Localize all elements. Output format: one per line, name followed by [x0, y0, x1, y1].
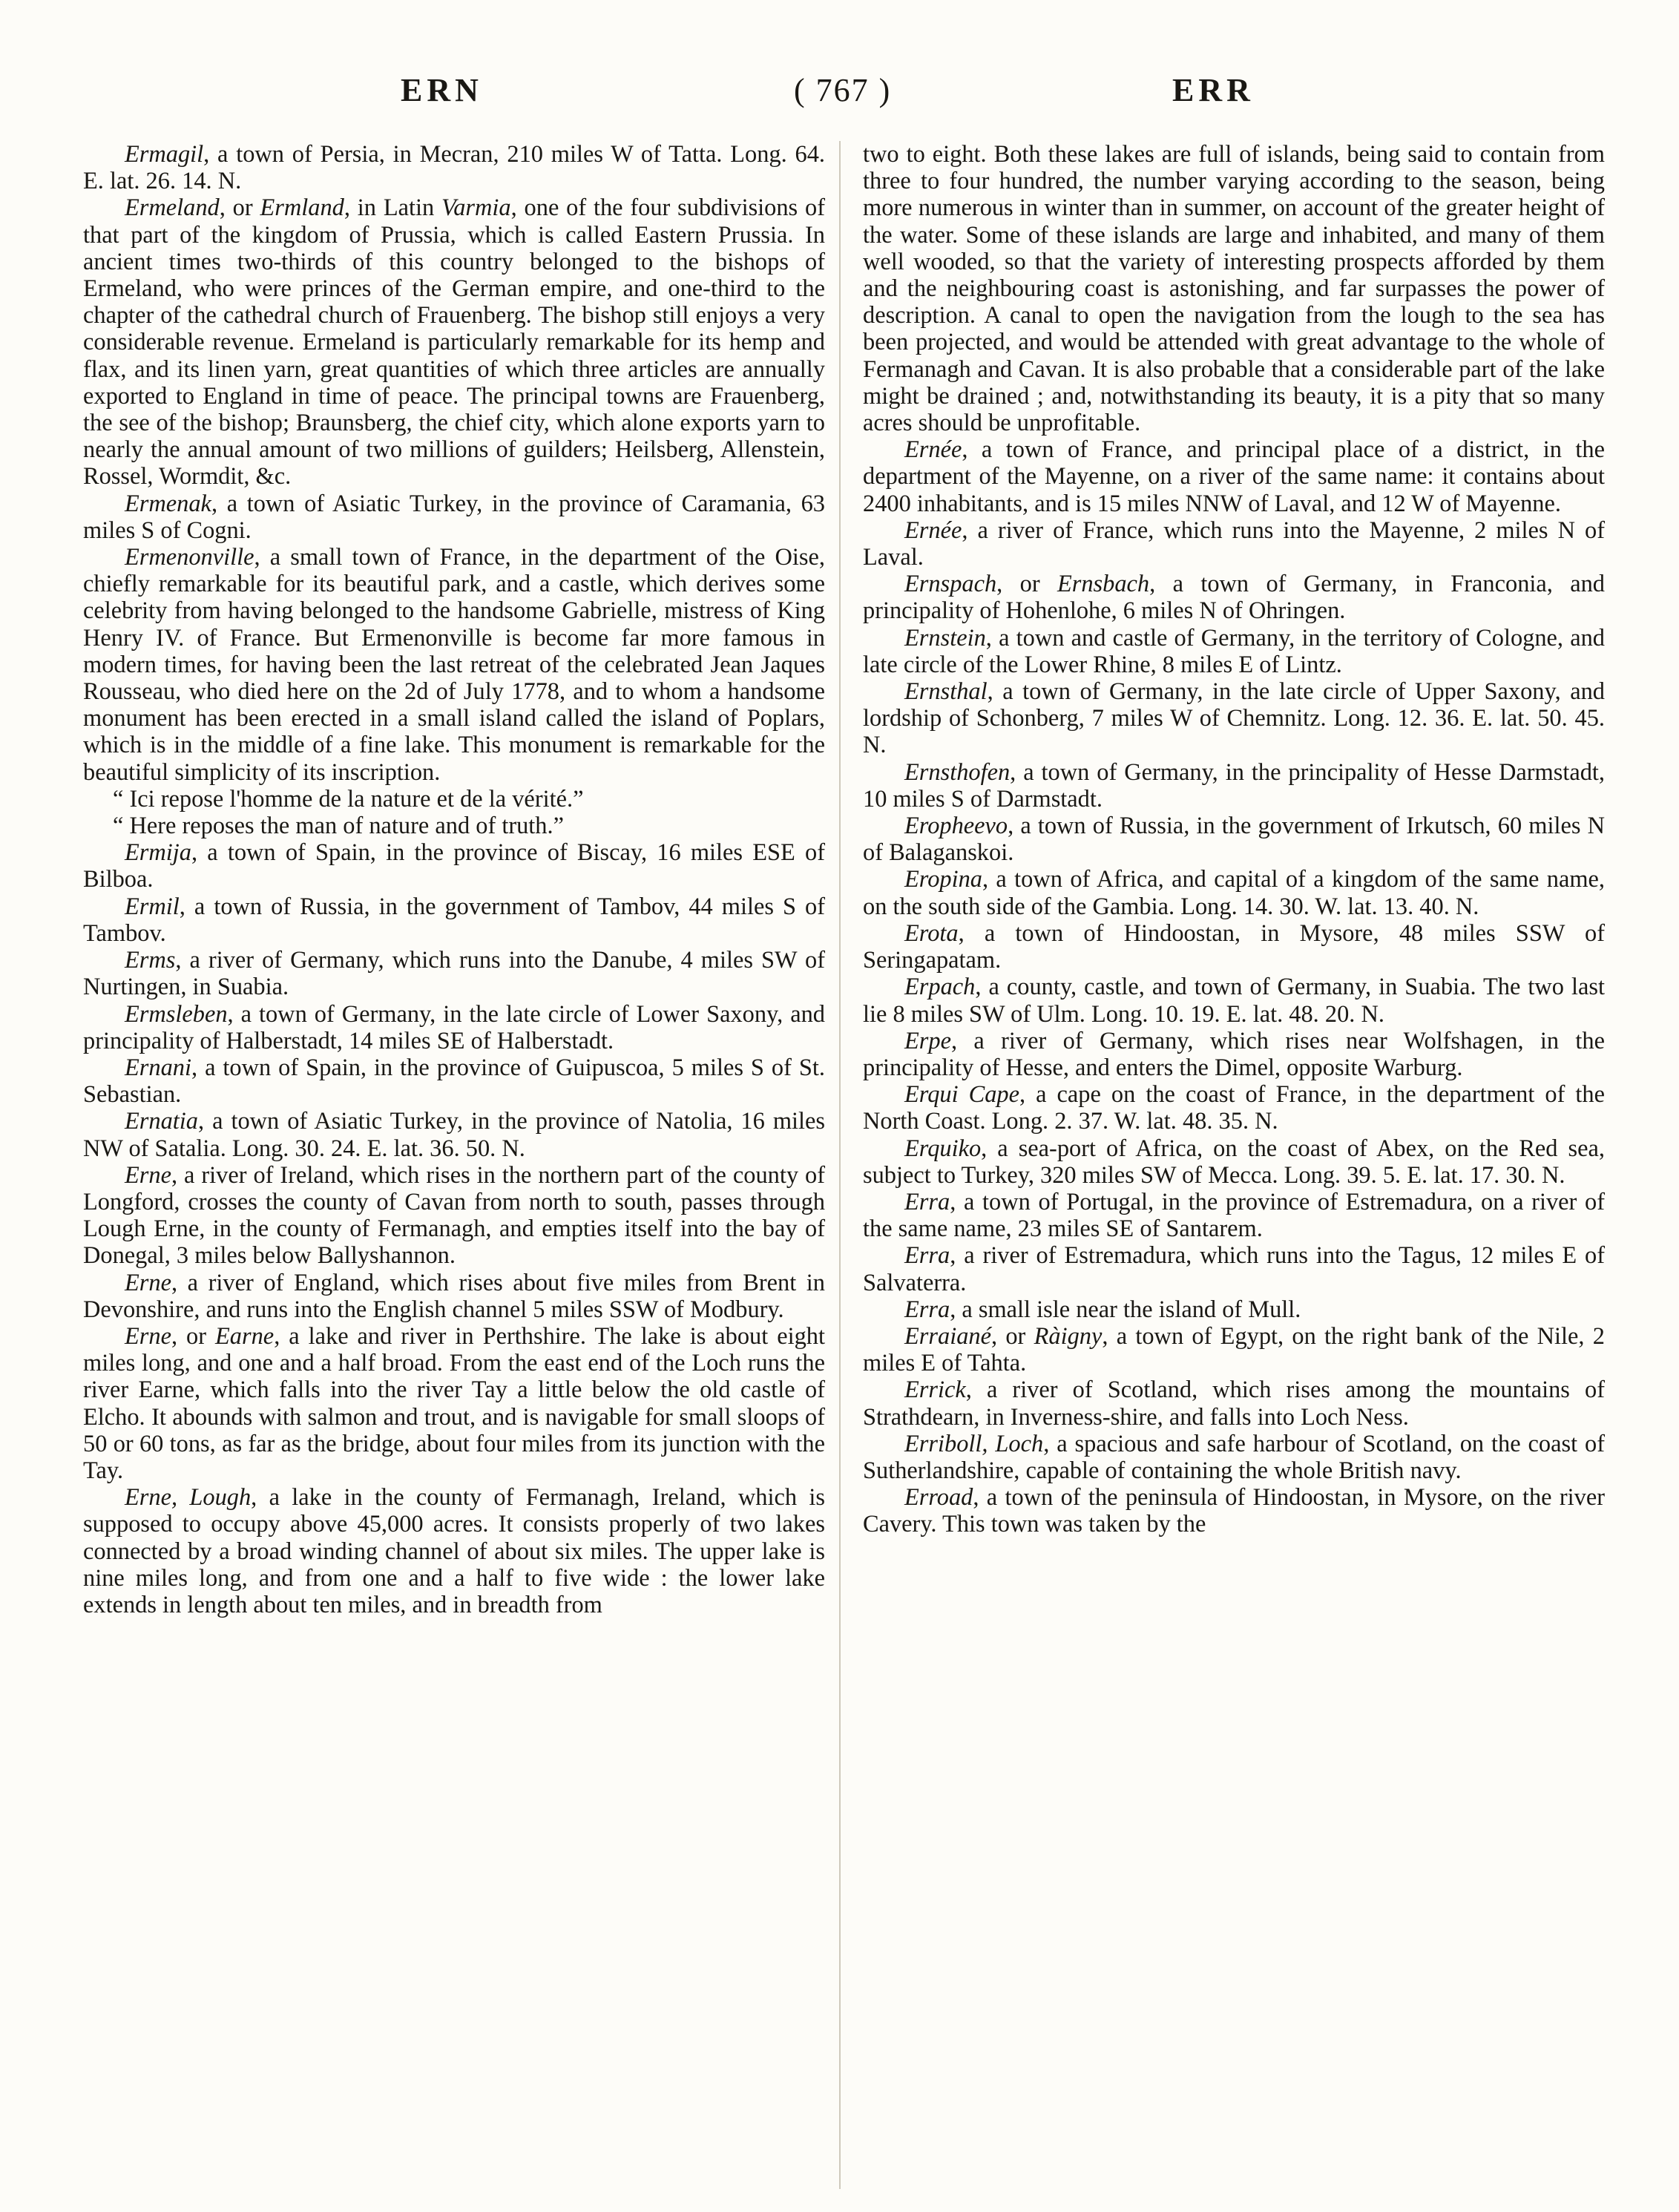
entry-headword: Eropina [904, 866, 982, 893]
gazetteer-entry [863, 1431, 1605, 1484]
entry-text: , a river of Ireland, which rises in the northern part of the county of Longford, crosses the county of Cavan from north to south, passes through Lough Erne, in the county of Fermanagh, and empties itself into the bay of Donegal, 3 miles below Ballyshannon. [83, 1161, 825, 1270]
entry-text: , a spacious and safe harbour of Scotland, on the coast of Sutherlandshire, capable of containing the whole British navy. [863, 1430, 1605, 1484]
gazetteer-entry [83, 490, 825, 544]
column-divider [839, 141, 841, 2189]
entry-text: , a river of England, which rises about five miles from Brent in Devonshire, and runs into the English channel 5 miles SSW of Modbury. [83, 1269, 825, 1323]
entry-text: , or [990, 1322, 1034, 1350]
continued-paragraph [863, 141, 1605, 436]
entry-headword: Ernée [904, 516, 962, 544]
gazetteer-entry [83, 839, 825, 893]
gazetteer-entry [863, 1135, 1605, 1189]
entry-text: , a lake in the county of Fermanagh, Ireland, which is supposed to occupy above 45,000 acres. It consists properly of two lakes connected by a broad winding channel of about six miles. The upper lake is nine miles long, and from one and a half to five wide : the lower lake extends in length about ten miles, and in breadth from [83, 1484, 825, 1618]
entry-text: , a town of Russia, in the government of Tambov, 44 miles S of Tambov. [83, 893, 825, 947]
entry-headword: Ermland [260, 194, 344, 222]
entry-headword: Ernsthal [904, 678, 988, 706]
entry-headword: Eropheevo [904, 813, 1008, 840]
gazetteer-entry [83, 1001, 825, 1054]
entry-text: , a town of Asiatic Turkey, in the province of Natolia, 16 miles NW of Satalia. Long. 30. 24. E. lat. 36. 50. N. [83, 1108, 825, 1162]
entry-headword: Erota [904, 919, 959, 947]
entry-text: , a town and castle of Germany, in the territory of Cologne, and late circle of the Lower Rhine, 8 miles E of Lintz. [863, 624, 1605, 678]
entry-headword: Earne [215, 1322, 275, 1350]
entry-headword: Erroad [904, 1484, 973, 1512]
entry-text: , a cape on the coast of France, in the department of the North Coast. Long. 2. 37. W. lat. 48. 35. N. [863, 1081, 1605, 1135]
gazetteer-entry [863, 436, 1605, 517]
entry-text: , a river of Germany, which rises near Wolfshagen, in the principality of Hesse, and enters the Dimel, opposite Warburg. [863, 1027, 1605, 1081]
entry-headword: Erpach [904, 974, 976, 1001]
entry-headword: Erra [904, 1296, 950, 1323]
entry-text: , a lake and river in Perthshire. The lake is about eight miles long, and one and a half broad. From the east end of the Loch runs the river Earne, which falls into the river Tay a little below the old castle of Elcho. It abounds with salmon and trout, and is navigable for small sloops of 50 or 60 tons, as far as the bridge, about four miles from its junction with the Tay. [83, 1322, 825, 1484]
gazetteer-entry [863, 974, 1605, 1027]
entry-headword: Ermil [125, 893, 180, 920]
entry-headword: Erra [904, 1242, 950, 1270]
entry-headword: Ernée [904, 436, 962, 464]
entry-headword: Erraiané [904, 1322, 991, 1350]
page-number: ( 767 ) [794, 72, 892, 108]
entry-text: , a town of Asiatic Turkey, in the province of Caramania, 63 miles S of Cogni. [83, 490, 825, 544]
entry-headword: Ermagil [125, 141, 204, 168]
gazetteer-entry [83, 1270, 825, 1323]
entry-text: , a river of Scotland, which rises among the mountains of Strathdearn, in Inverness-shire, and falls into Loch Ness. [863, 1376, 1605, 1431]
gazetteer-entry [83, 893, 825, 947]
entry-headword: Ermeland [125, 194, 220, 222]
entry-headword: Erriboll, Loch [904, 1430, 1044, 1457]
entry-text: , a town of Spain, in the province of Biscay, 16 miles ESE of Bilboa. [83, 839, 825, 893]
entry-headword: Erne, Lough [125, 1484, 252, 1512]
entry-headword: Erms [125, 947, 176, 974]
entry-text: , in Latin [344, 194, 442, 222]
gazetteer-entry [863, 920, 1605, 974]
gazetteer-entry [83, 544, 825, 786]
gazetteer-entry [83, 1108, 825, 1161]
entry-headword: Erqui Cape [904, 1081, 1019, 1109]
entry-text: , a town of Egypt, on the right bank of the Nile, 2 miles E of Tahta. [863, 1322, 1605, 1377]
entry-text: , a river of France, which runs into the Mayenne, 2 miles N of Laval. [863, 516, 1605, 571]
entry-text: “ Ici repose l'homme de la nature et de la vérité.” [113, 785, 584, 813]
header-left-guideword: ERN [401, 72, 483, 108]
gazetteer-entry [863, 1028, 1605, 1081]
entry-headword: Errick [904, 1376, 966, 1404]
gazetteer-entry [863, 1484, 1605, 1537]
entry-headword: Ernspach [904, 571, 997, 598]
running-header [111, 71, 1568, 123]
entry-text: , a town of France, and principal place of a district, in the department of the Mayenne, on a river of the same name: it contains about 2400 inhabitants, and is 15 miles NNW of Laval, and 12 W of Mayenne. [863, 436, 1605, 517]
entry-headword: Erne [125, 1322, 171, 1350]
entry-text: , one of the four subdivisions of that part of the kingdom of Prussia, which is called Eastern Prussia. In ancient times two-thirds of this country belonged to the bishops of Ermeland, who were princes of the German empire, and one-third to the chapter of the cathedral church of Frauenberg. The bishop still enjoys a very considerable revenue. Ermeland is particularly remarkable for its hemp and flax, and its linen yarn, great quantities of which three articles are annually exported to England in time of peace. The principal towns are Frauenberg, the see of the bishop; Braunsberg, the chief city, which alone exports yarn to nearly the annual amount of two millions of guilders; Heilsberg, Allenstein, Rossel, Wormdit, &c. [83, 194, 825, 490]
entry-text: , or [219, 194, 260, 222]
entry-text: , a small town of France, in the department of the Oise, chiefly remarkable for its beautiful park, and a castle, which derives some celebrity from having belonged to the handsome Gabrielle, mistress of King Henry IV. of France. But Ermenonville is become far more famous in modern times, for having been the last retreat of the celebrated Jean Jaques Rousseau, who died here on the 2d of July 1778, and to whom a handsome monument has been erected in a small island called the island of Poplars, which is in the middle of a fine lake. This monument is remarkable for the beautiful simplicity of its inscription. [83, 544, 825, 786]
entry-text: “ Here reposes the man of nature and of truth.” [113, 813, 564, 840]
gazetteer-entry [863, 625, 1605, 678]
entry-text: , or [171, 1322, 216, 1350]
gazetteer-entry [863, 1081, 1605, 1135]
gazetteer-entry [863, 678, 1605, 759]
left-column [83, 141, 825, 1618]
gazetteer-entry [863, 1189, 1605, 1242]
gazetteer-entry [863, 813, 1605, 866]
gazetteer-entry [83, 1162, 825, 1270]
gazetteer-entry [83, 141, 825, 194]
entry-text: , a town of Africa, and capital of a kingdom of the same name, on the south side of the Gambia. Long. 14. 30. W. lat. 13. 40. N. [863, 866, 1605, 920]
entry-headword: Erne [125, 1269, 171, 1296]
entry-text: , a town of Germany, in Franconia, and principality of Hohenlohe, 6 miles N of Ohringen. [863, 571, 1605, 625]
header-right-guideword: ERR [1172, 72, 1255, 108]
entry-text: , a town of Portugal, in the province of Estremadura, on a river of the same name, 23 miles SE of Santarem. [863, 1188, 1605, 1243]
entry-text: two to eight. Both these lakes are full of islands, being said to contain from three to four hundred, the number varying according to the season, being more numerous in winter than in summer, on account of the greater height of the water. Some of these islands are large and inhabited, and many of them well wooded, so that the variety of interesting prospects afforded by them and the neighbouring coast is astonishing, and far surpasses the power of description. A canal to open the navigation from the lough to the sea has been projected, and would be attended with great advantage to the whole of Fermanagh and Cavan. It is also probable that a considerable part of the lake might be drained ; and, notwithstanding its beauty, it is a pity that so many acres should be unprofitable. [863, 141, 1605, 437]
inscription-quote [83, 813, 825, 839]
entry-text: , a town of Germany, in the principality of Hesse Darmstadt, 10 miles S of Darmstadt. [863, 758, 1605, 813]
entry-text: , a town of Hindoostan, in Mysore, 48 miles SSW of Seringapatam. [863, 919, 1605, 974]
entry-headword: Ermenak [125, 490, 211, 517]
entry-text: , a town of Germany, in the late circle of Lower Saxony, and principality of Halberstadt, 14 miles SE of Halberstadt. [83, 1000, 825, 1054]
entry-text: , a town of Russia, in the government of Irkutsch, 60 miles N of Balaganskoi. [863, 813, 1605, 867]
entry-headword: Ermsleben [125, 1000, 228, 1028]
entry-text: , a town of Spain, in the province of Guipuscoa, 5 miles S of St. Sebastian. [83, 1054, 825, 1109]
gazetteer-entry [83, 1054, 825, 1108]
entry-text: , a river of Germany, which runs into the Danube, 4 miles SW of Nurtingen, in Suabia. [83, 947, 825, 1001]
gazetteer-entry [83, 1484, 825, 1618]
right-column [863, 141, 1605, 1538]
entry-headword: Ernani [125, 1054, 191, 1081]
entry-headword: Erra [904, 1188, 950, 1215]
gazetteer-entry [863, 571, 1605, 624]
entry-headword: Ernsthofen [904, 758, 1011, 786]
entry-headword: Ermenonville [125, 544, 254, 571]
entry-headword: Ernatia [125, 1108, 198, 1135]
entry-headword: Erpe [904, 1027, 951, 1054]
gazetteer-entry [863, 517, 1605, 571]
gazetteer-entry [863, 1376, 1605, 1430]
gazetteer-entry [863, 1242, 1605, 1296]
entry-text: , a town of Germany, in the late circle of Upper Saxony, and lordship of Schonberg, 7 miles W of Chemnitz. Long. 12. 36. E. lat. 50. 45. N. [863, 678, 1605, 759]
gazetteer-entry [863, 1296, 1605, 1323]
gazetteer-entry [863, 1323, 1605, 1376]
gazetteer-entry [863, 866, 1605, 919]
entry-headword: Ernsbach [1057, 571, 1150, 598]
entry-headword: Ràigny [1034, 1322, 1103, 1350]
entry-text: , or [996, 571, 1057, 598]
entry-headword: Varmia [441, 194, 511, 222]
gazetteer-entry [863, 759, 1605, 813]
entry-text: , a small isle near the island of Mull. [950, 1296, 1301, 1323]
gazetteer-entry [83, 1323, 825, 1484]
entry-text: , a sea-port of Africa, on the coast of Abex, on the Red sea, subject to Turkey, 320 miles SW of Mecca. Long. 39. 5. E. lat. 17. 30. N. [863, 1135, 1605, 1189]
inscription-quote [83, 786, 825, 813]
entry-headword: Erne [125, 1161, 171, 1189]
entry-headword: Erquiko [904, 1135, 982, 1162]
entry-text: , a river of Estremadura, which runs into the Tagus, 12 miles E of Salvaterra. [863, 1242, 1605, 1296]
gazetteer-entry [83, 194, 825, 490]
entry-text: , a town of Persia, in Mecran, 210 miles W of Tatta. Long. 64. E. lat. 26. 14. N. [83, 141, 825, 195]
entry-text: , a county, castle, and town of Germany, in Suabia. The two last lie 8 miles SW of Ulm. Long. 10. 19. E. lat. 48. 20. N. [863, 974, 1605, 1028]
entry-headword: Ernstein [904, 624, 986, 652]
entry-text: , a town of the peninsula of Hindoostan, in Mysore, on the river Cavery. This town was taken by the [863, 1484, 1605, 1538]
entry-headword: Ermija [125, 839, 191, 867]
gazetteer-entry [83, 947, 825, 1000]
